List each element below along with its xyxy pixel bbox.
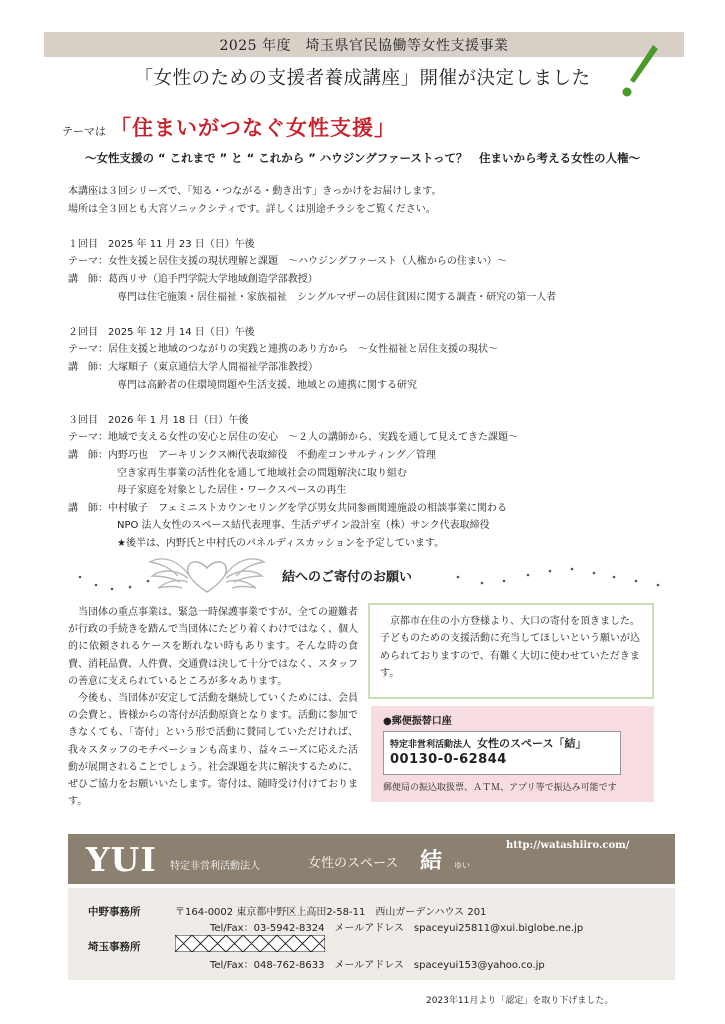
postal-org — [390, 735, 614, 751]
postal-org-name: 女性のスペース「結」 — [477, 737, 587, 750]
winged-heart-icon — [148, 548, 266, 598]
session-date: ３回目 2026 年 1 月 18 日（日）午後 — [68, 414, 249, 426]
exclamation-dot — [623, 88, 632, 97]
decorative-dots-icon — [76, 565, 156, 595]
postal-account-number: 00130-0-62844 — [390, 752, 507, 767]
lecturer-detail: 専門は住宅施策・居住福祉・家族福祉 シングルマザーの居住貧困に関する調査・研究の第一人者 — [117, 291, 557, 303]
lecturer-detail: ★後半は、内野氏と中村氏のパネルディスカッションを予定しています。 — [117, 537, 445, 549]
thanks-text: 京都市在住の小方登様より、大口の寄付を頂きました。子どものための支援活動に充当してほしいという願いが込められておりますので、有難く大切に使わせていただきます。 — [380, 616, 640, 680]
saitama-contact: Tel/Fax：048-762-8633 メールアドレス spaceyui153@yahoo.co.jp — [210, 960, 545, 971]
lecturer-detail: 母子家庭を対象とした居住・ワークスペースの再生 — [117, 485, 347, 497]
banner-text: 2025 年度 埼玉県官民協働等女性支援事業 — [219, 37, 509, 54]
session-lecturer: 講 師：大塚順子（東京通信大学人間福祉学部准教授） — [68, 361, 318, 373]
session-theme: テーマ：女性支援と居住支援の現状理解と課題 ～ハウジングファースト（人権からの住まい）～ — [68, 256, 507, 268]
footer-bar — [68, 834, 675, 884]
nakano-office-label: 中野事務所 — [88, 906, 141, 918]
headline: 「女性のための支援者養成講座」開催が決定しました — [134, 68, 591, 89]
appeal-paragraph: 今後も、当団体が安定して活動を継続していくためには、会員の会費と、皆様からの寄付が活動原資となります。活動に参加できなくても、「寄付」という形で活動に賛同していただければ、我々スタッフのモチベーションも高まり、益々ニーズに応えた活動が展開されることでしょう。社会課題を共に解決するために、ぜひご協力をお願いいたします。寄付は、随時受け付けております。 — [68, 693, 358, 808]
footer-org-kanji: 結 — [420, 848, 443, 874]
thanks-box — [368, 603, 654, 699]
intro-line: 場所は全３回とも大宮ソニックシティです。詳しくは別途チラシをご覧ください。 — [68, 203, 436, 215]
session-lecturer: 講 師：葛西リサ（追手門学院大学地域創造学部教授） — [68, 273, 318, 285]
postal-note: 郵便局の振込取扱票、ＡＴＭ、アプリ等で振込み可能です — [383, 783, 617, 793]
postal-org-type: 特定非営利活動法人 — [390, 740, 472, 750]
session-date: ２回目 2025 年 12 月 14 日（日）午後 — [68, 326, 255, 338]
postal-account-box — [371, 706, 654, 802]
exclamation-icon — [620, 43, 660, 103]
theme-row — [62, 112, 396, 142]
appeal-paragraph: 当団体の重点事業は、緊急一時保護事業ですが、全ての避難者が行政の手続きを踏んで当団体にたどり着くわけではなく、個人的に依頼されるケースを断れない時もあります。そんな時の食費、消耗品費、人件費、交通費は決して十分ではなく、スタッフの善意に支えられているところが多々あります。 — [68, 607, 358, 687]
exclamation-stroke — [630, 45, 658, 83]
intro-line: 本講座は３回シリーズで、「知る・つながる・動き出す」きっかけをお届けします。 — [68, 186, 442, 197]
session-date: １回目 2025 年 11 月 23 日（日）午後 — [68, 238, 255, 250]
redacted-address-block — [175, 935, 325, 952]
footer-org-type: 特定非営利活動法人 — [170, 861, 260, 872]
offices — [68, 888, 675, 980]
session-lecturer: 講 師：内野巧也 アーキリンクス㈱代表取締役 不動産コンサルティング／管理 — [68, 449, 436, 461]
session-theme: テーマ：地域で支える女性の安心と居住の安心 ～２人の講師から、実践を通して見えてきた課題～ — [68, 432, 518, 444]
decorative-dots-icon — [452, 563, 672, 593]
theme-label: テーマは — [62, 125, 106, 138]
lecturer-detail: 専門は高齢者の住環境問題や生活支援、地域との連携に関する研究 — [117, 379, 417, 391]
theme-title: 「住まいがつなぐ女性支援」 — [110, 116, 396, 140]
postal-account-card — [383, 731, 621, 775]
footnote: 2023年11月より「認定」を取り下げました。 — [426, 996, 614, 1006]
nakano-address: 〒164-0002 東京都中野区上高田2-58-11 西山ガーデンハウス 201 — [175, 907, 487, 918]
donation-appeal — [68, 604, 358, 810]
subtitle: ～女性支援の “ これまで ” と “ これから ” ハウジングファーストって？ 住まいから考える女性の人権～ — [85, 151, 640, 165]
lecturer-detail: 空き家再生事業の活性化を通して地域社会の問題解決に取り組む — [117, 467, 407, 479]
yui-logo: YUI — [86, 840, 157, 879]
donation-title: 結へのご寄付のお願い — [282, 570, 413, 585]
postal-heading: ●郵便振替口座 — [383, 716, 452, 727]
saitama-office-label: 埼玉事務所 — [88, 941, 141, 953]
session-theme: テーマ：居住支援と地域のつながりの実践と連携のあり方から ～女性福祉と居住支援の現状～ — [68, 344, 498, 356]
lecturer-detail: NPO 法人女性のスペース結代表理事、生活デザイン設計室（株）サンク代表取締役 — [117, 520, 490, 532]
session-lecturer: 講 師：中村敏子 フェミニストカウンセリングを学び男女共同参画関連施設の相談事業に関わる — [68, 502, 507, 514]
top-banner — [44, 32, 684, 57]
website-link[interactable]: http://watashiiro.com/ — [506, 840, 630, 851]
footer-org-name: 女性のスペース — [308, 856, 399, 871]
footer-org-ruby: ゆい — [454, 861, 470, 870]
nakano-contact: Tel/Fax：03-5942-8324 メールアドレス spaceyui25811@xui.biglobe.ne.jp — [210, 923, 584, 934]
program-schedule — [68, 183, 688, 552]
